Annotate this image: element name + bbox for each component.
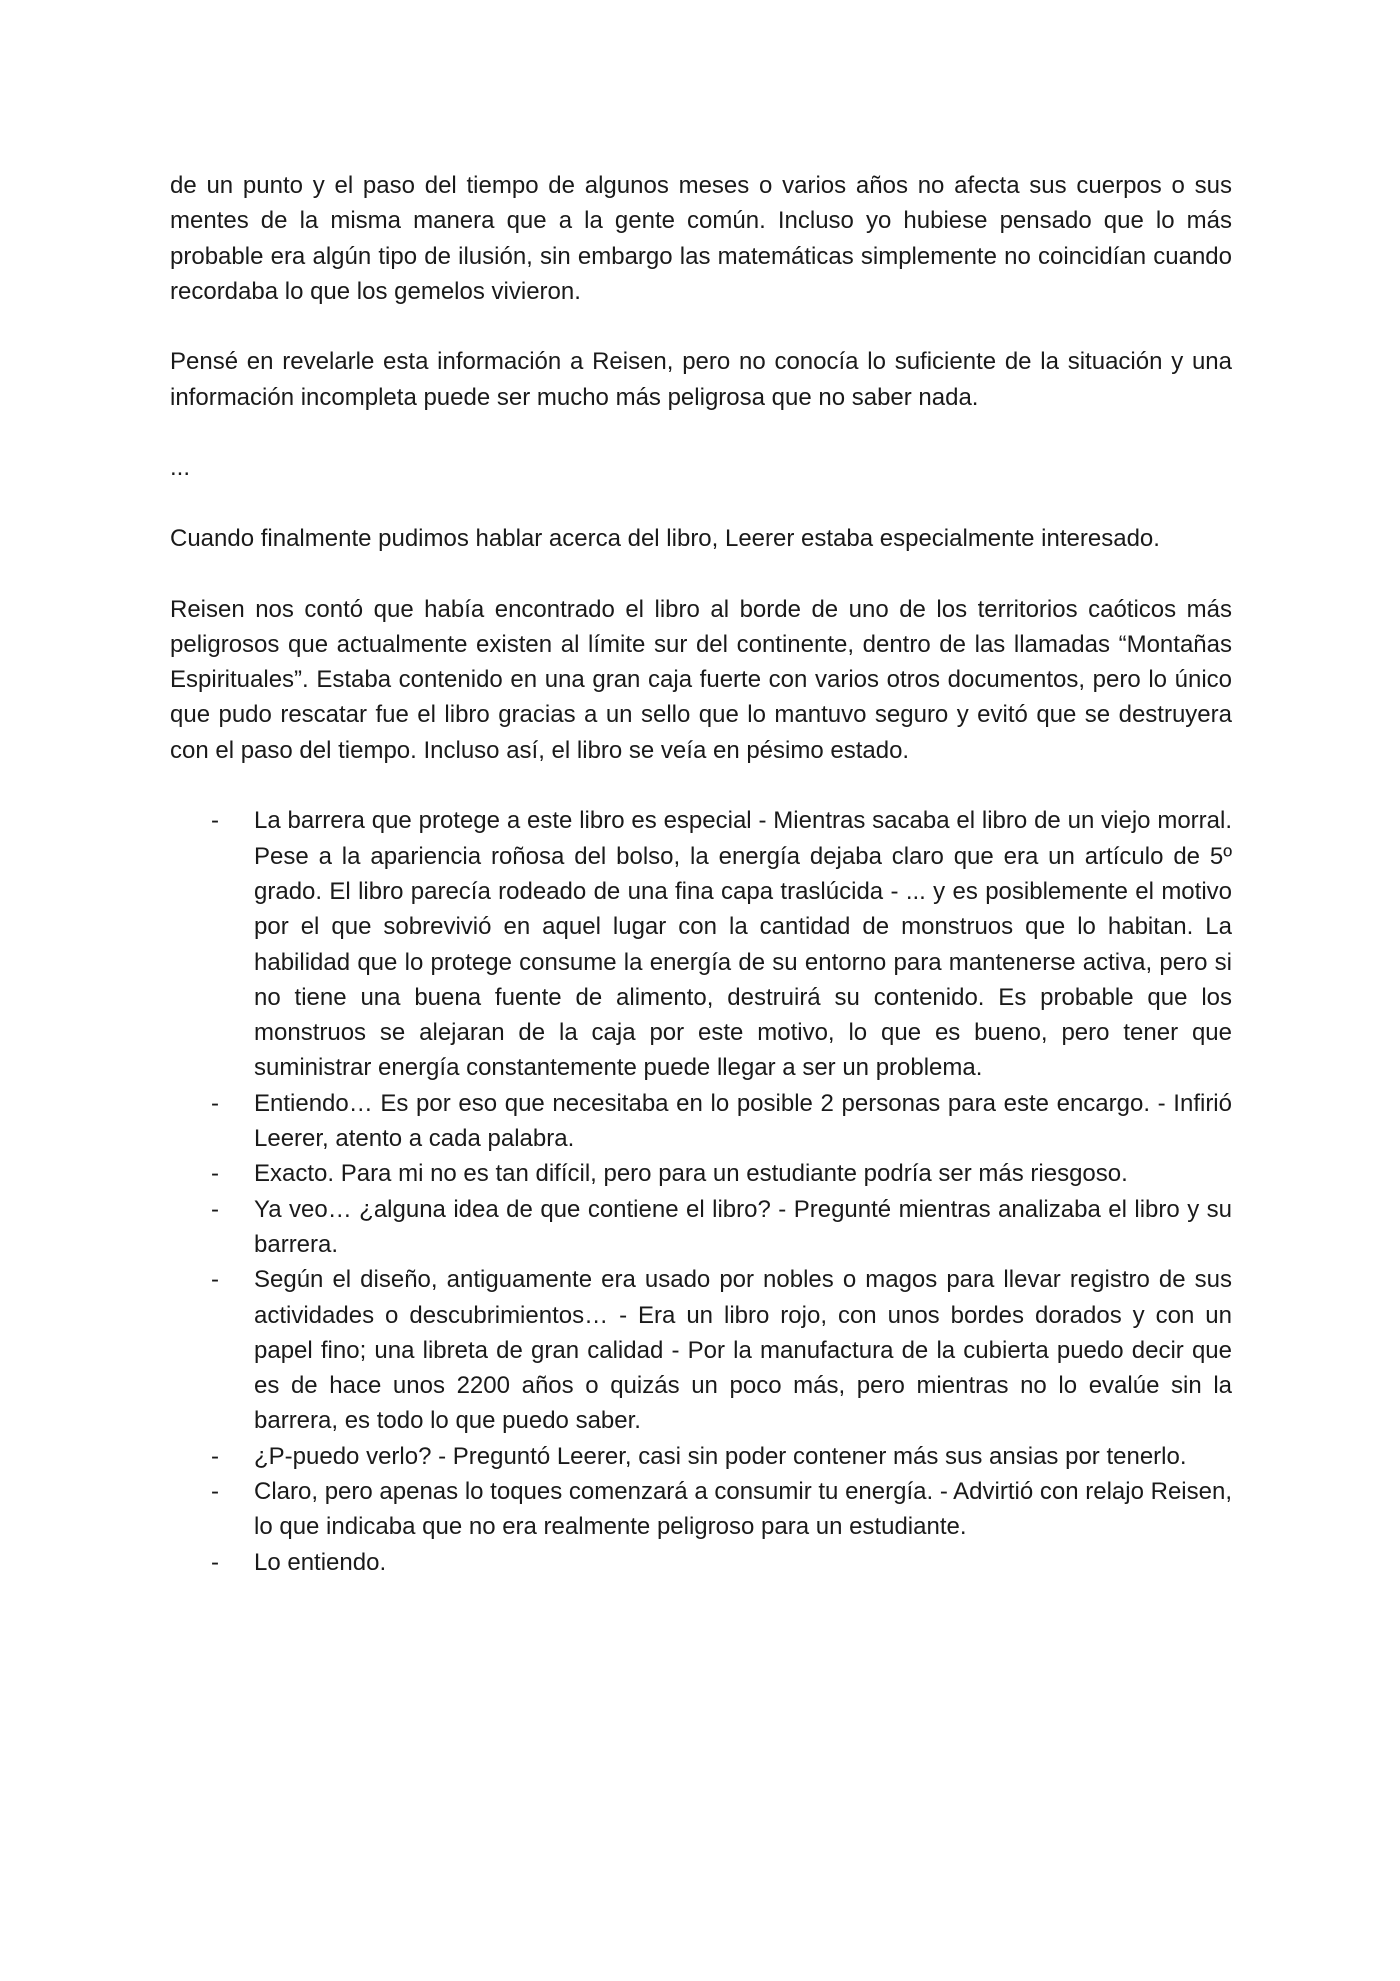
dialogue-dash: - xyxy=(211,1477,219,1505)
dialogue-line xyxy=(170,1192,1232,1263)
dialogue-text: ¿P-puedo verlo? - Preguntó Leerer, casi sin poder contener más sus ansias por tenerlo. xyxy=(254,1442,1187,1470)
dialogue-line xyxy=(170,1156,1232,1191)
document-page xyxy=(170,168,1232,1580)
dialogue-line xyxy=(170,1086,1232,1157)
dialogue-dash: - xyxy=(211,1160,219,1188)
paragraph-spacer xyxy=(170,309,1232,344)
dialogue-line xyxy=(170,803,1232,1085)
dialogue-dash: - xyxy=(211,1195,219,1223)
dialogue-dash: - xyxy=(211,807,219,835)
dialogue-line xyxy=(170,1262,1232,1438)
dialogue-line xyxy=(170,1545,1232,1580)
dialogue-dash: - xyxy=(211,1266,219,1294)
paragraph-spacer xyxy=(170,768,1232,803)
paragraph: Pensé en revelarle esta información a Reisen, pero no conocía lo suficiente de la situación y una información incompleta puede ser mucho más peligrosa que no saber nada. xyxy=(170,348,1232,411)
dialogue-text: Ya veo… ¿alguna idea de que contiene el libro? - Pregunté mientras analizaba el libro y su barrera. xyxy=(254,1195,1232,1258)
dialogue-text: Entiendo… Es por eso que necesitaba en lo posible 2 personas para este encargo. - Infirió Leerer, atento a cada palabra. xyxy=(254,1089,1232,1153)
paragraph: de un punto y el paso del tiempo de algunos meses o varios años no afecta sus cuerpos o sus mentes de la misma manera que a la gente común. Incluso yo hubiese pensado que lo más probable era algún tipo de ilusión, sin embargo las matemáticas simplemente no coincidían cuando recordaba lo que los gemelos vivieron. xyxy=(170,172,1232,305)
dialogue-text: Según el diseño, antiguamente era usado por nobles o magos para llevar registro de sus actividades o descubrimientos… - Era un libro rojo, con unos bordes dorados y con un papel fino; una libreta de gran calidad - Por la manufactura de la cubierta puedo decir que es de hace unos 2200 años o quizás un poco más, pero mientras no lo evalúe sin la barrera, es todo lo que puedo saber. xyxy=(254,1266,1232,1435)
paragraph: Reisen nos contó que había encontrado el libro al borde de uno de los territorios caóticos más peligrosos que actualmente existen al límite sur del continente, dentro de las llamadas “Montañas Espirituales”. Estaba contenido en una gran caja fuerte con varios otros documentos, pero lo único que pudo rescatar fue el libro gracias a un sello que lo mantuvo seguro y evitó que se destruyera con el paso del tiempo. Incluso así, el libro se veía en pésimo estado. xyxy=(170,595,1232,764)
dialogue-dash: - xyxy=(211,1089,219,1117)
dialogue-dash: - xyxy=(211,1548,219,1576)
dialogue-dash: - xyxy=(211,1442,219,1470)
dialogue-line xyxy=(170,1439,1232,1474)
dialogue-text: Lo entiendo. xyxy=(254,1548,387,1576)
paragraph-spacer xyxy=(170,486,1232,521)
paragraph: Cuando finalmente pudimos hablar acerca del libro, Leerer estaba especialmente interesado. xyxy=(170,524,1160,552)
dialogue-list xyxy=(170,803,1232,1580)
paragraph-spacer xyxy=(170,556,1232,591)
dialogue-text: La barrera que protege a este libro es especial - Mientras sacaba el libro de un viejo morral. Pese a la apariencia roñosa del bolso, la energía dejaba claro que era un artículo de 5º grado. El libro parecía rodeado de una fina capa traslúcida - ... y es posiblemente el motivo por el que sobrevivió en aquel lugar con la cantidad de monstruos que lo habitan. La habilidad que lo protege consume la energía de su entorno para mantenerse activa, pero si no tiene una buena fuente de alimento, destruirá su contenido. Es probable que los monstruos se alejaran de la caja por este motivo, lo que es bueno, pero tener que suministrar energía constantemente puede llegar a ser un problema. xyxy=(254,807,1232,1082)
dialogue-text: Claro, pero apenas lo toques comenzará a consumir tu energía. - Advirtió con relajo Reisen, lo que indicaba que no era realmente peligroso para un estudiante. xyxy=(254,1477,1232,1541)
paragraph-spacer xyxy=(170,415,1232,450)
scene-break: ... xyxy=(170,454,191,482)
dialogue-text: Exacto. Para mi no es tan difícil, pero para un estudiante podría ser más riesgoso. xyxy=(254,1160,1128,1188)
dialogue-line xyxy=(170,1474,1232,1545)
